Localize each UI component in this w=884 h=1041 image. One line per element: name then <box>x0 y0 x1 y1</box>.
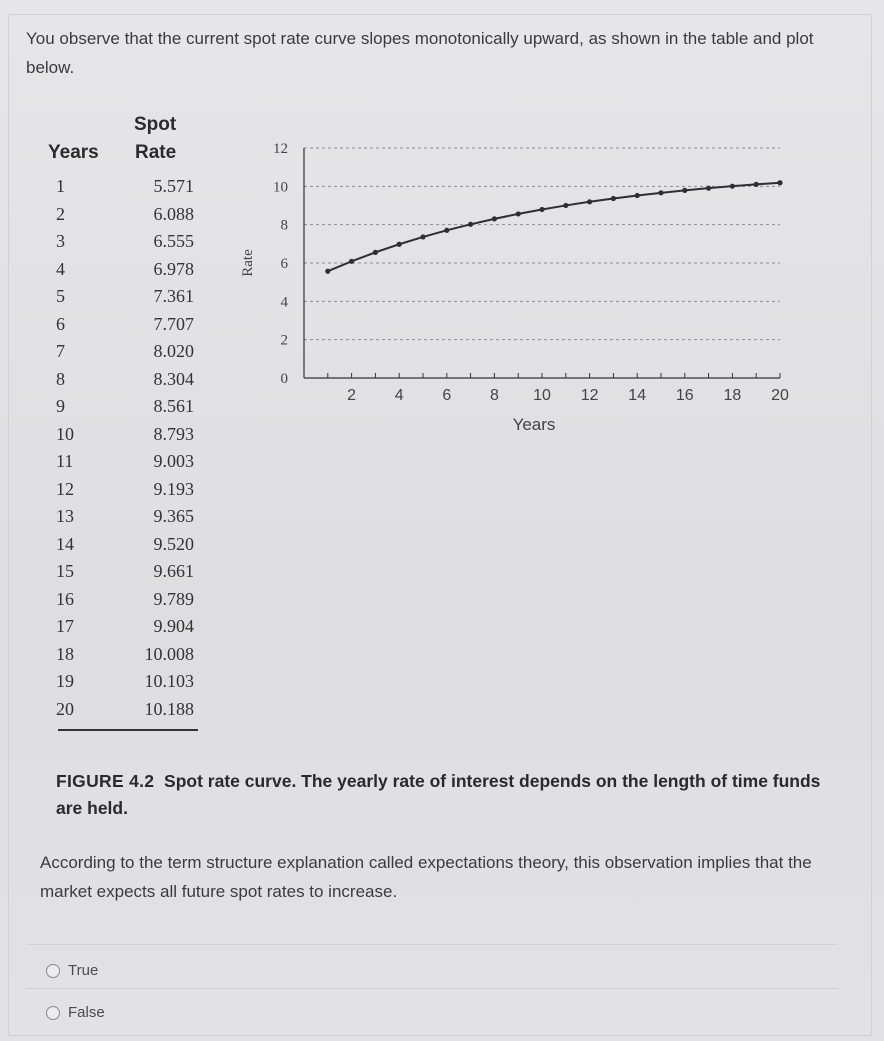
y-tick-label: 0 <box>280 371 288 387</box>
table-cell-rate: 8.304 <box>153 368 194 389</box>
x-axis-label: Years <box>512 415 556 434</box>
data-point <box>325 269 330 274</box>
table-row <box>46 396 200 420</box>
table-cell-year: 13 <box>56 506 74 526</box>
data-point <box>397 242 402 247</box>
x-tick-label: 18 <box>723 387 742 404</box>
data-point <box>563 203 568 208</box>
table-cell-year: 20 <box>56 698 74 719</box>
data-point <box>730 184 735 189</box>
table-row <box>46 534 200 558</box>
y-tick-label: 8 <box>280 217 288 234</box>
y-tick-label: 6 <box>280 256 288 272</box>
y-tick-label: 2 <box>280 332 288 349</box>
table-row <box>46 479 200 503</box>
table-row <box>46 231 200 255</box>
radio-true[interactable] <box>46 964 60 978</box>
x-tick-label: 20 <box>771 387 789 404</box>
table-cell-year: 12 <box>56 478 74 499</box>
table-cell-year: 3 <box>56 231 65 251</box>
table-cell-year: 11 <box>56 451 74 471</box>
data-point <box>516 211 521 216</box>
table-row <box>46 259 200 283</box>
y-tick-label: 12 <box>273 141 288 157</box>
data-point <box>682 188 687 193</box>
x-tick-label: 4 <box>394 387 404 404</box>
table-cell-year: 9 <box>56 396 65 416</box>
table-bottom-rule <box>58 729 198 731</box>
data-point <box>349 259 354 264</box>
table-cell-rate: 9.365 <box>153 506 194 526</box>
table-cell-year: 8 <box>56 368 65 389</box>
table-cell-rate: 8.561 <box>153 396 194 416</box>
data-point <box>539 207 544 212</box>
y-tick-label: 10 <box>273 179 288 196</box>
table-header-rate: Rate <box>135 142 177 163</box>
table-cell-year: 4 <box>56 258 65 279</box>
table-row <box>46 561 200 585</box>
data-point <box>635 193 640 198</box>
table-cell-year: 1 <box>56 176 65 196</box>
table-cell-rate: 9.193 <box>153 478 194 499</box>
table-cell-rate: 9.003 <box>153 451 194 471</box>
table-cell-year: 10 <box>56 423 74 444</box>
table-row <box>46 369 200 393</box>
spot-rate-chart <box>228 130 798 450</box>
table-cell-rate: 8.020 <box>153 341 194 361</box>
data-point <box>587 199 592 204</box>
data-point <box>611 196 616 201</box>
x-tick-label: 10 <box>533 387 551 404</box>
x-tick-label: 2 <box>347 387 357 404</box>
table-row <box>46 644 200 668</box>
table-cell-year: 17 <box>56 616 74 636</box>
option-true[interactable] <box>46 962 98 979</box>
table-row <box>46 286 200 310</box>
table-header-spot: Spot <box>134 114 177 135</box>
table-cell-rate: 6.555 <box>153 231 194 251</box>
x-tick-label: 6 <box>442 387 452 404</box>
data-point <box>373 250 378 255</box>
data-point <box>468 222 473 227</box>
table-cell-year: 15 <box>56 561 74 581</box>
divider <box>26 988 838 989</box>
option-false[interactable] <box>46 1004 105 1021</box>
data-point <box>658 190 663 195</box>
table-cell-rate: 6.088 <box>153 203 194 224</box>
table-row <box>46 699 200 723</box>
table-cell-rate: 6.978 <box>153 258 194 279</box>
table-row <box>46 314 200 338</box>
series-line <box>328 183 780 271</box>
table-cell-year: 6 <box>56 313 65 334</box>
x-tick-label: 14 <box>628 387 647 404</box>
radio-false[interactable] <box>46 1006 60 1020</box>
table-row <box>46 451 200 475</box>
table-row <box>46 671 200 695</box>
data-point <box>492 216 497 221</box>
table-cell-year: 14 <box>56 533 74 554</box>
table-row <box>46 176 200 200</box>
data-point <box>777 180 782 185</box>
option-false-label: False <box>68 1004 105 1021</box>
table-row <box>46 589 200 613</box>
figure-caption-text: Spot rate curve. The yearly rate of interest depends on the length of time funds are held. <box>56 771 821 818</box>
table-cell-year: 2 <box>56 203 65 224</box>
table-header-years: Years <box>48 142 99 163</box>
divider <box>26 944 838 945</box>
table-cell-rate: 10.103 <box>144 671 194 691</box>
table-cell-rate: 9.904 <box>153 616 194 636</box>
table-cell-year: 16 <box>56 588 74 609</box>
question-text: According to the term structure explanation called expectations theory, this observation implies that the market expects all future spot rates to increase. <box>40 853 812 901</box>
table-row <box>46 506 200 530</box>
data-point <box>706 186 711 191</box>
table-cell-year: 5 <box>56 286 65 306</box>
figure-caption <box>56 768 846 822</box>
y-axis-label: Rate <box>240 249 256 277</box>
option-true-label: True <box>68 962 99 979</box>
data-point <box>444 228 449 233</box>
table-cell-year: 7 <box>56 341 65 361</box>
table-cell-rate: 9.789 <box>153 588 194 609</box>
x-tick-label: 8 <box>489 387 499 404</box>
data-point <box>420 234 425 239</box>
figure-label: FIGURE 4.2 <box>56 771 155 791</box>
table-row <box>46 341 200 365</box>
x-tick-label: 16 <box>675 387 694 404</box>
table-row <box>46 424 200 448</box>
table-cell-rate: 9.520 <box>153 533 194 554</box>
table-row <box>46 616 200 640</box>
y-tick-label: 4 <box>280 294 288 311</box>
table-cell-rate: 10.008 <box>144 643 194 664</box>
table-cell-year: 18 <box>56 643 74 664</box>
x-tick-label: 12 <box>580 387 599 404</box>
data-point <box>754 182 759 187</box>
intro-text: You observe that the current spot rate curve slopes monotonically upward, as shown in the table and plot below. <box>26 29 814 77</box>
table-cell-rate: 7.361 <box>153 286 194 306</box>
table-cell-rate: 10.188 <box>144 698 194 719</box>
table-cell-rate: 5.571 <box>153 176 194 196</box>
table-cell-rate: 8.793 <box>153 423 194 444</box>
table-cell-rate: 9.661 <box>153 561 194 581</box>
table-cell-rate: 7.707 <box>153 313 194 334</box>
table-cell-year: 19 <box>56 671 74 691</box>
table-row <box>46 204 200 228</box>
